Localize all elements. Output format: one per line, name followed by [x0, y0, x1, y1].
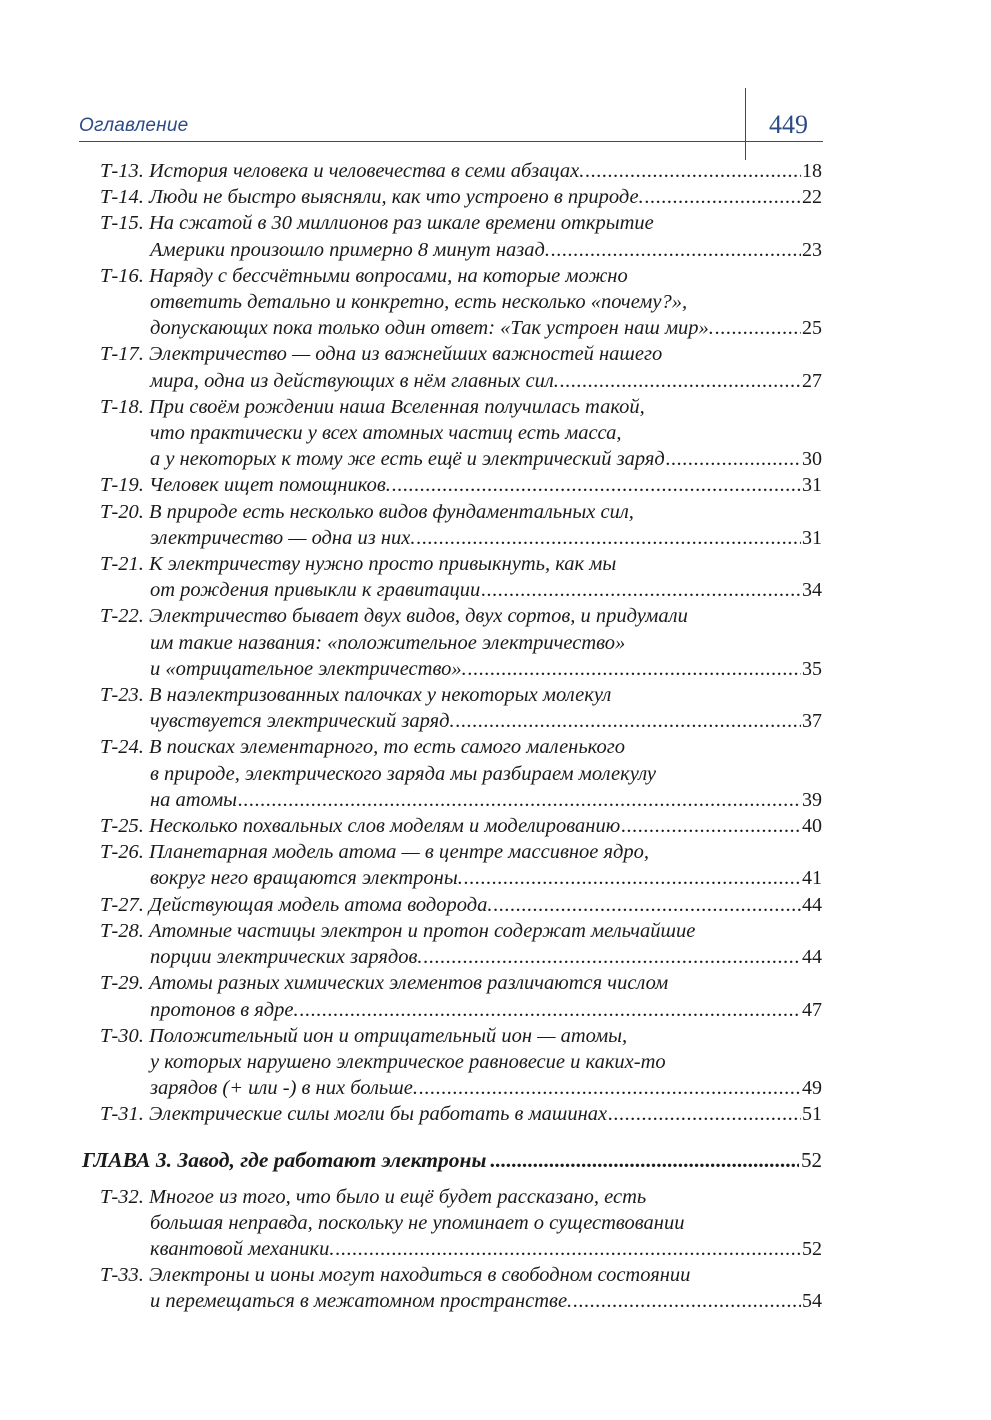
toc-entry-line	[100, 1236, 822, 1262]
toc-page-number: 52	[802, 1237, 822, 1260]
toc-page-number: 35	[802, 657, 822, 680]
toc-entry-line	[100, 158, 822, 184]
toc-entry-text: Т-25. Несколько похвальных слов моделям и моделированию	[100, 815, 621, 838]
toc-entry	[100, 1184, 822, 1263]
toc-entry-line: Т-24. В поисках элементарного, то есть самого маленького	[100, 736, 625, 759]
toc-entry-line	[100, 708, 822, 734]
toc-entry	[100, 551, 822, 603]
dot-leader	[238, 787, 801, 813]
chapter-page-number: 52	[801, 1147, 822, 1172]
toc-entry	[100, 499, 822, 551]
toc-entry-text: и «отрицательное электричество».	[150, 657, 467, 680]
toc-entry-line: им такие названия: «положительное электричество»	[150, 631, 626, 654]
toc-entry-line: Т-16. Наряду с бессчётными вопросами, на которые можно	[100, 264, 628, 287]
dot-leader	[481, 577, 801, 603]
toc-entry	[100, 184, 822, 210]
toc-entry-text: Т-13. История человека и человечества в семи абзацах.	[100, 160, 585, 182]
toc-group-2	[100, 1184, 822, 1315]
toc-page-number: 44	[802, 893, 822, 916]
toc-entry-line: Т-17. Электричество — одна из важнейших важностей нашего	[100, 343, 663, 366]
dot-leader	[468, 656, 801, 682]
toc-entry-text: Т-14. Люди не быстро выясняли, как что устроено в природе.	[100, 186, 644, 209]
toc-page-number: 30	[802, 448, 822, 471]
toc-entry	[100, 682, 822, 734]
toc-entry-text: Т-19. Человек ищет помощников.	[100, 474, 391, 497]
toc-entry	[100, 158, 822, 184]
toc-entry-line: Т-23. В наэлектризованных палочках у некоторых молекул	[100, 684, 612, 707]
toc-entry	[100, 1262, 822, 1314]
toc-entry-text: порции электрических зарядов.	[150, 946, 423, 969]
toc-entry	[100, 603, 822, 682]
toc-page-number: 31	[802, 474, 822, 497]
toc-entry-line: Т-33. Электроны и ионы могут находиться в свободном состоянии	[100, 1264, 691, 1287]
dot-leader	[456, 708, 801, 734]
dot-leader	[300, 997, 801, 1023]
toc-entry-line	[100, 787, 822, 813]
toc-entry-line	[100, 1101, 822, 1127]
toc-entry-text: допускающих пока только один ответ: «Так устроен наш мир».	[150, 317, 714, 340]
toc-entry-line	[100, 892, 822, 918]
toc-entry-text: и перемещаться в межатомном пространстве.	[150, 1290, 573, 1313]
dot-leader	[416, 525, 801, 551]
toc-entry-line	[100, 997, 822, 1023]
toc-entry	[100, 839, 822, 891]
dot-leader	[551, 237, 801, 263]
toc-entry-line	[100, 944, 822, 970]
chapter-title: ГЛАВА 3. Завод, где работают электроны	[82, 1147, 487, 1172]
dot-leader	[335, 1236, 801, 1262]
dot-leader	[424, 944, 802, 970]
toc-entry-text: вокруг него вращаются электроны.	[150, 867, 463, 890]
toc-entry-line: Т-28. Атомные частицы электрон и протон содержат мельчайшие	[100, 919, 696, 942]
toc-entry-line: Т-20. В природе есть несколько видов фундаментальных сил,	[100, 500, 634, 523]
toc-entry-line: у которых нарушено электрическое равновесие и каких-то	[150, 1050, 666, 1073]
toc-entry	[100, 472, 822, 498]
toc-entry-text: протонов в ядре.	[150, 998, 299, 1021]
running-head-title: Оглавление	[79, 115, 189, 136]
toc-page-number: 54	[802, 1290, 822, 1313]
toc-entry-line: в природе, электрического заряда мы разбираем молекулу	[150, 762, 657, 785]
toc-entry	[100, 892, 822, 918]
toc-entry-text: квантовой механики.	[150, 1237, 335, 1260]
toc-entry-line: Т-32. Многое из того, что было и ещё будет рассказано, есть	[100, 1185, 647, 1208]
dot-leader	[493, 892, 801, 918]
toc-page-number: 27	[802, 369, 822, 392]
toc-entry-line	[100, 1075, 822, 1101]
toc-entry-text: Америки произошло примерно 8 минут назад.	[150, 238, 550, 261]
toc-page-number: 51	[802, 1103, 822, 1126]
toc-page-number: 44	[802, 946, 822, 969]
toc-entry-line	[100, 1288, 822, 1314]
table-of-contents	[82, 158, 822, 1315]
toc-entry	[100, 813, 822, 839]
toc-page-number: 23	[802, 238, 822, 261]
toc-page-number: 40	[802, 815, 822, 838]
chapter-heading	[82, 1145, 822, 1175]
toc-entry-line: что практически у всех атомных частиц есть масса,	[150, 422, 622, 445]
dot-leader	[715, 315, 801, 341]
toc-entry-line	[100, 577, 822, 603]
toc-entry-line	[100, 656, 822, 682]
toc-entry	[100, 970, 822, 1022]
toc-entry-text: Т-27. Действующая модель атома водорода.	[100, 893, 493, 916]
toc-entry-text: от рождения привыкли к гравитации	[150, 579, 481, 602]
toc-page-number: 25	[802, 317, 822, 340]
toc-entry-line	[100, 368, 822, 394]
dot-leader	[608, 1101, 801, 1127]
toc-entry-text: мира, одна из действующих в нём главных сил.	[150, 369, 559, 392]
toc-page-number: 18	[802, 160, 822, 182]
header-rule	[79, 141, 823, 142]
toc-entry-line	[100, 525, 822, 551]
toc-entry-line: Т-15. На сжатой в 30 миллионов раз шкале времени открытие	[100, 212, 654, 235]
toc-entry-line	[100, 237, 822, 263]
toc-entry-line: Т-21. К электричеству нужно просто привыкнуть, как мы	[100, 553, 617, 576]
toc-entry	[100, 918, 822, 970]
toc-entry-line	[100, 315, 822, 341]
toc-entry-line: Т-18. При своём рождении наша Вселенная получилась такой,	[100, 395, 645, 418]
toc-entry-line	[100, 472, 822, 498]
toc-entry-line	[100, 184, 822, 210]
toc-group-1	[100, 158, 822, 1128]
toc-page-number: 31	[802, 526, 822, 549]
toc-page-number: 49	[802, 1077, 822, 1100]
toc-entry	[100, 341, 822, 393]
header-vertical-rule	[745, 88, 746, 160]
dot-leader	[392, 472, 801, 498]
toc-entry	[100, 263, 822, 342]
toc-page-number: 34	[802, 579, 822, 602]
page-number: 449	[769, 110, 808, 139]
toc-entry-text: Т-31. Электрические силы могли бы работать в машинах	[100, 1103, 608, 1126]
toc-entry-text: чувствуется электрический заряд.	[150, 710, 455, 733]
toc-entry-line	[100, 446, 822, 472]
toc-entry-line: Т-26. Планетарная модель атома — в центре массивное ядро,	[100, 841, 650, 864]
dot-leader	[645, 184, 801, 210]
dot-leader	[585, 158, 801, 184]
dot-leader	[490, 1145, 799, 1175]
dot-leader	[573, 1288, 801, 1314]
toc-page-number: 41	[802, 867, 822, 890]
dot-leader	[419, 1075, 801, 1101]
toc-entry-line: ответить детально и конкретно, есть несколько «почему?»,	[150, 291, 688, 314]
toc-entry-text: электричество — одна из них.	[150, 526, 416, 549]
toc-entry-line: большая неправда, поскольку не упоминает о существовании	[150, 1211, 685, 1234]
toc-page-number: 47	[802, 998, 822, 1021]
toc-entry-line	[100, 865, 822, 891]
toc-page-number: 22	[802, 186, 822, 209]
toc-entry-line: Т-22. Электричество бывает двух видов, двух сортов, и придумали	[100, 605, 688, 628]
dot-leader	[621, 813, 801, 839]
toc-entry-text: зарядов (+ или -) в них больше.	[150, 1077, 418, 1100]
toc-entry	[100, 210, 822, 262]
dot-leader	[464, 865, 801, 891]
toc-entry	[100, 394, 822, 473]
dot-leader	[666, 446, 801, 472]
toc-page-number: 39	[802, 788, 822, 811]
toc-entry-text: а у некоторых к тому же есть ещё и электрический заряд	[150, 448, 665, 471]
toc-entry	[100, 1023, 822, 1102]
toc-entry-text: на атомы	[150, 788, 238, 811]
toc-entry	[100, 1101, 822, 1127]
dot-leader	[560, 368, 801, 394]
toc-page-number: 37	[802, 710, 822, 733]
toc-entry-line: Т-29. Атомы разных химических элементов различаются числом	[100, 972, 669, 995]
toc-entry-line: Т-30. Положительный ион и отрицательный ион — атомы,	[100, 1024, 628, 1047]
toc-entry-line	[100, 813, 822, 839]
toc-entry	[100, 734, 822, 813]
page-header	[0, 0, 991, 170]
